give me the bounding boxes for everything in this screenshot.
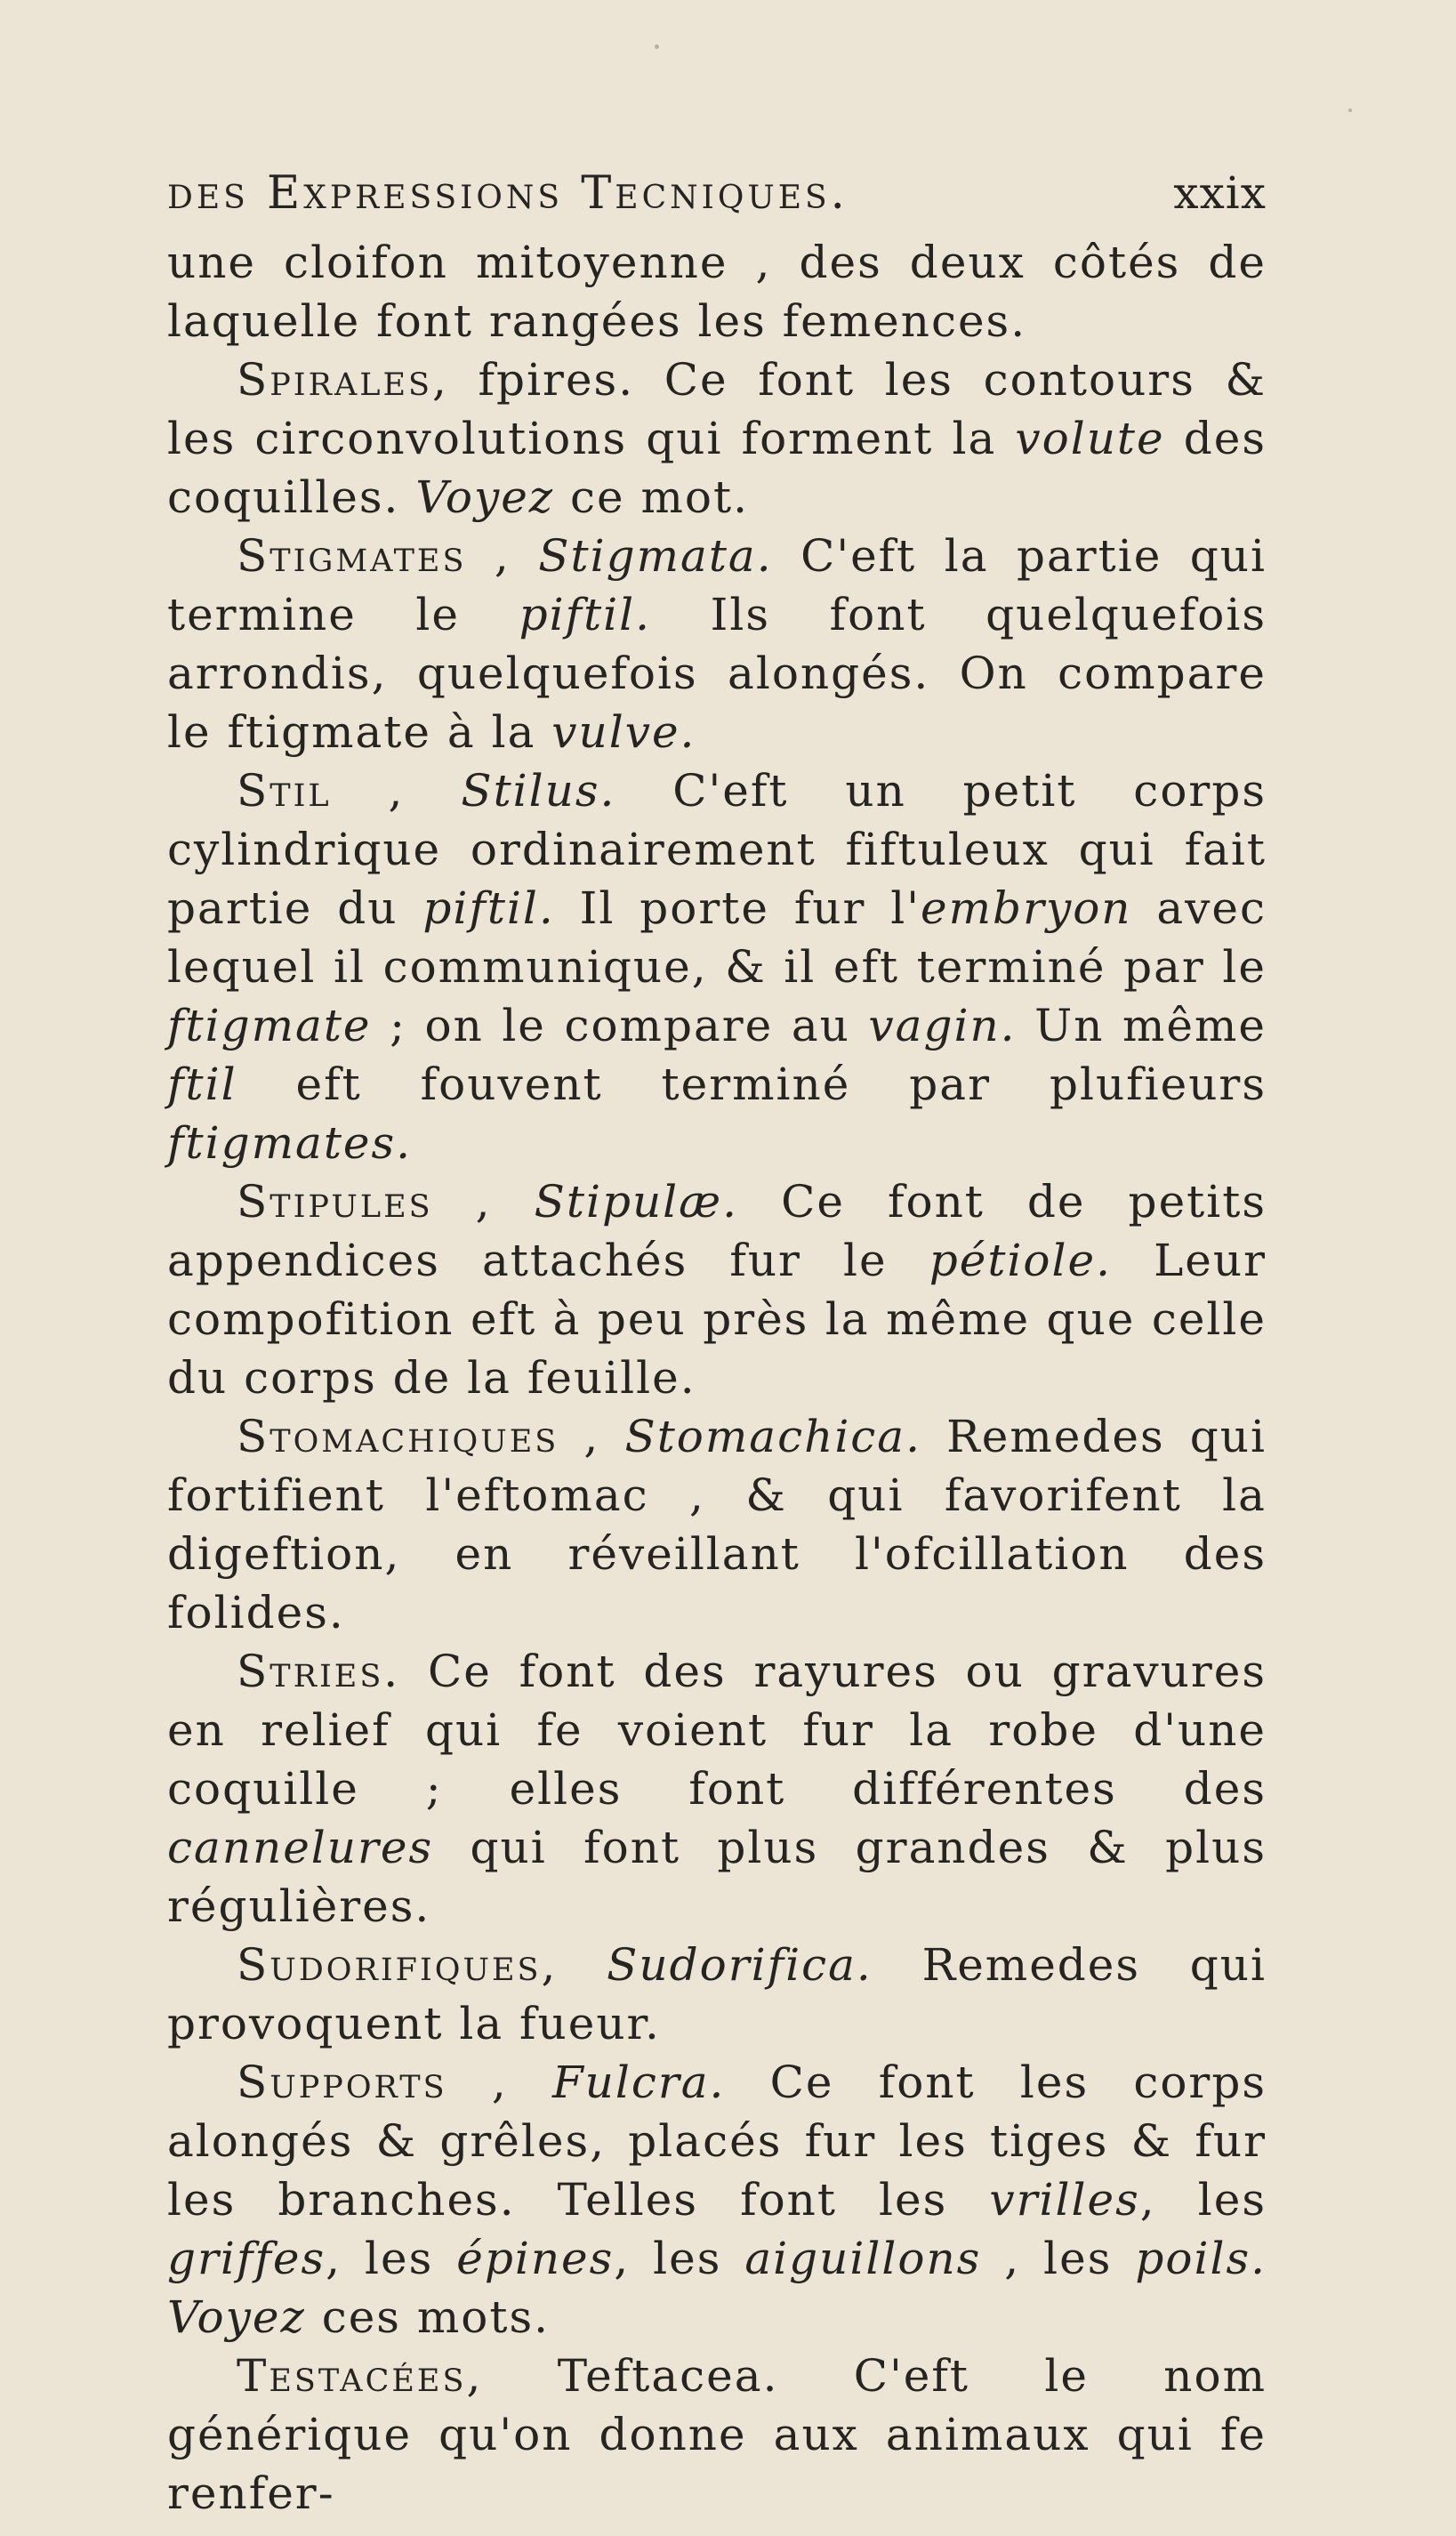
entry-text: , fpires. Ce font les contours & les circonvolutions qui forment la: [167, 354, 1267, 464]
glossary-entry: [167, 1936, 1267, 2053]
running-header: [167, 167, 1267, 231]
entry-text: eft fouvent terminé par plufieurs: [237, 1059, 1267, 1110]
italic-term: vagin.: [868, 1000, 1017, 1051]
entry-text: , les: [614, 2233, 745, 2284]
page-number: xxix: [1173, 167, 1267, 219]
italic-term: piftil.: [519, 589, 652, 640]
entry-text: Ce font de petits appendices attachés fur le: [167, 1176, 1267, 1286]
italic-term: vrilles: [989, 2174, 1140, 2226]
glossary-entry: [167, 2053, 1267, 2347]
entry-text: C'eft la partie qui termine le: [167, 530, 1267, 640]
italic-term: épines: [456, 2233, 615, 2284]
entry-term: Sudorifiques: [237, 1939, 542, 1991]
glossary-entry: [167, 350, 1267, 527]
paper-speck: [1348, 109, 1352, 112]
entry-text: , Teftacea. C'eft le nom générique qu'on donne aux animaux qui fe renfer-: [167, 2350, 1267, 2519]
entry-term: Testacées: [237, 2350, 467, 2402]
entry-text: , les: [326, 2233, 457, 2284]
entry-text: ,: [541, 1939, 607, 1991]
entry-text: Un même: [1016, 1000, 1267, 1051]
entry-text: Ce font les corps alongés & grêles, placés fur les tiges & fur les branches. Telles font les: [167, 2057, 1267, 2226]
entry-text: ,: [559, 1411, 625, 1462]
entry-text: Remedes qui fortifient l'eftomac , & qui favorifent la digeftion, en réveillant l'ofcillation des folides.: [167, 1411, 1267, 1638]
entry-term: Stipules: [237, 1176, 433, 1228]
italic-term: piftil.: [422, 882, 555, 934]
entry-term: Supports: [237, 2057, 447, 2108]
entry-text: ce mot.: [554, 471, 750, 523]
entry-term: Stigmates: [237, 530, 467, 582]
italic-term: Fulcra.: [551, 2057, 726, 2108]
italic-term: ftigmate: [167, 1000, 372, 1051]
italic-term: Stomachica.: [624, 1411, 922, 1462]
entry-text: , les: [1139, 2174, 1267, 2226]
glossary-entry: [167, 1172, 1267, 1407]
entry-text: ,: [466, 530, 539, 582]
glossary-entry: [167, 761, 1267, 1172]
italic-term: cannelures: [167, 1822, 434, 1873]
entry-text: , les: [981, 2233, 1136, 2284]
entry-text: des coquilles.: [167, 413, 1267, 523]
italic-term: Sudorifica.: [607, 1939, 873, 1991]
entry-text: Il porte fur l': [554, 882, 921, 934]
entry-text: Remedes qui provoquent la fueur.: [167, 1939, 1267, 2049]
italic-term: vulve.: [551, 706, 696, 758]
entry-text: ,: [432, 1176, 535, 1228]
entry-text: qui font plus grandes & plus régulières.: [167, 1822, 1267, 1932]
entry-text: ces mots.: [305, 2291, 551, 2343]
glossary-text: [167, 233, 1267, 2523]
paper-speck: [655, 44, 659, 49]
italic-term: Stipulæ.: [534, 1176, 739, 1228]
entry-term: Stries.: [237, 1646, 401, 1697]
italic-term: ftigmates.: [167, 1117, 413, 1169]
entry-text: Leur compofition eft à peu près la même que celle du corps de la feuille.: [167, 1235, 1267, 1404]
italic-term: pétiole.: [929, 1235, 1112, 1286]
italic-term: poils.: [1135, 2233, 1267, 2284]
italic-term: embryon: [921, 882, 1132, 934]
entry-text: une cloifon mitoyenne , des deux côtés de laquelle font rangées les femences.: [167, 237, 1267, 347]
entry-text: ,: [446, 2057, 552, 2108]
italic-term: Stigmata.: [538, 530, 773, 582]
entry-text: ; on le compare au: [371, 1000, 869, 1051]
entry-text: C'eft un petit corps cylindrique ordinairement fiftuleux qui fait partie du: [167, 765, 1267, 934]
running-title: des Expressions Tecniques.: [167, 167, 849, 220]
glossary-entry: [167, 1642, 1267, 1936]
entry-term: Stil: [237, 765, 332, 817]
italic-term: griffes: [167, 2233, 326, 2284]
glossary-entry: [167, 1407, 1267, 1642]
italic-term: Stilus.: [461, 765, 616, 817]
italic-term: volute: [1015, 413, 1165, 464]
glossary-entry: [167, 527, 1267, 761]
glossary-entry: [167, 2347, 1267, 2523]
entry-text: ,: [331, 765, 462, 817]
entry-text: Ce font des rayures ou gravures en relief qui fe voient fur la robe d'une coquille ; elles font différentes des: [167, 1646, 1267, 1815]
italic-term: Voyez: [415, 471, 555, 523]
italic-term: aiguillons: [744, 2233, 982, 2284]
entry-term: Stomachiques: [237, 1411, 559, 1462]
continued-paragraph: [167, 233, 1267, 350]
italic-term: Voyez: [167, 2291, 306, 2343]
entry-text: Ils font quelquefois arrondis, quelquefois alongés. On compare le ftigmate à la: [167, 589, 1267, 758]
entry-text: avec lequel il communique, & il eft terminé par le: [167, 882, 1267, 993]
entry-term: Spirales: [237, 354, 433, 406]
italic-term: ftil: [167, 1059, 237, 1110]
